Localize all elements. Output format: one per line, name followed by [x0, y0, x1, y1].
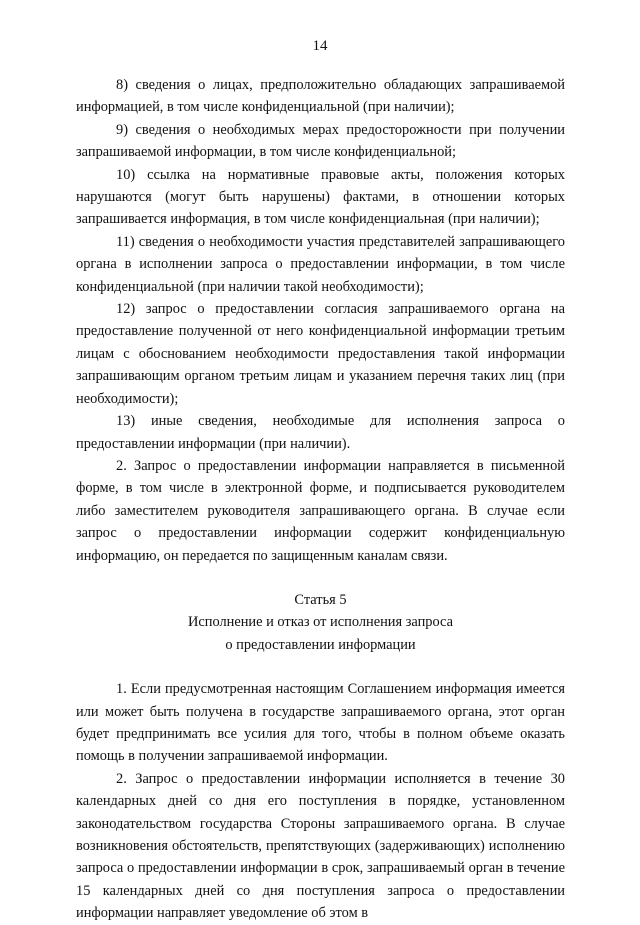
- list-item-9: 9) сведения о необходимых мерах предосторожности при получении запрашиваемой информации, в том числе конфиденциальной;: [76, 121, 565, 161]
- article-5-clause-2: 2. Запрос о предоставлении информации исполняется в течение 30 календарных дней со дня его поступления в порядке, установленном законодательством государства Стороны запрашиваемого органа. В случае возникновения обстоятельств, препятствующих (задерживающих) исполнению запроса о предоставлении информации в срок, запрашиваемый орган в течение 15 календарных дней со дня поступления запроса о предоставлении информации направляет уведомление об этом в: [76, 770, 565, 922]
- list-item-12: 12) запрос о предоставлении согласия запрашиваемого органа на предоставление полученной от него конфиденциальной информации третьим лицам с обоснованием необходимости предоставления такой информации запрашивающим органом третьим лицам и указанием перечня таких лиц (при необходимости);: [76, 301, 565, 407]
- article-heading: [76, 589, 565, 656]
- list-item-10: 10) ссылка на нормативные правовые акты, положения которых нарушаются (могут быть нарушены) фактами, в отношении которых запрашивается информация, в том числе конфиденциальная (при наличии);: [76, 166, 565, 228]
- clause-2-paragraph: 2. Запрос о предоставлении информации направляется в письменной форме, в том числе в электронной форме, и подписывается руководителем либо заместителем руководителя запрашивающего органа. В случае если запрос о предоставлении информации содержит конфиденциальную информацию, он передается по защищенным каналам связи.: [76, 457, 565, 564]
- article-title-line-1: Исполнение и отказ от исполнения запроса: [187, 614, 454, 631]
- list-item-11: 11) сведения о необходимости участия представителей запрашивающего органа в исполнении запроса о предоставлении информации, в том числе конфиденциальной (при наличии такой необходимости);: [76, 233, 565, 295]
- list-item-8: 8) сведения о лицах, предположительно обладающих запрашиваемой информацией, в том числе конфиденциальной (при наличии);: [76, 77, 565, 116]
- article-number: Статья 5: [294, 591, 347, 608]
- page-number: 14: [312, 38, 328, 54]
- list-item-13: 13) иные сведения, необходимые для исполнения запроса о предоставлении информации (при наличии).: [76, 413, 565, 452]
- article-title-line-2: о предоставлении информации: [225, 636, 416, 653]
- article-5-clause-1: 1. Если предусмотренная настоящим Соглашением информация имеется или может быть получена в государстве запрашиваемого органа, этот орган будет предпринимать все усилия для того, чтобы в полном объеме оказать помощь в получении запрашиваемой информации.: [76, 681, 565, 765]
- document-body: [76, 74, 565, 925]
